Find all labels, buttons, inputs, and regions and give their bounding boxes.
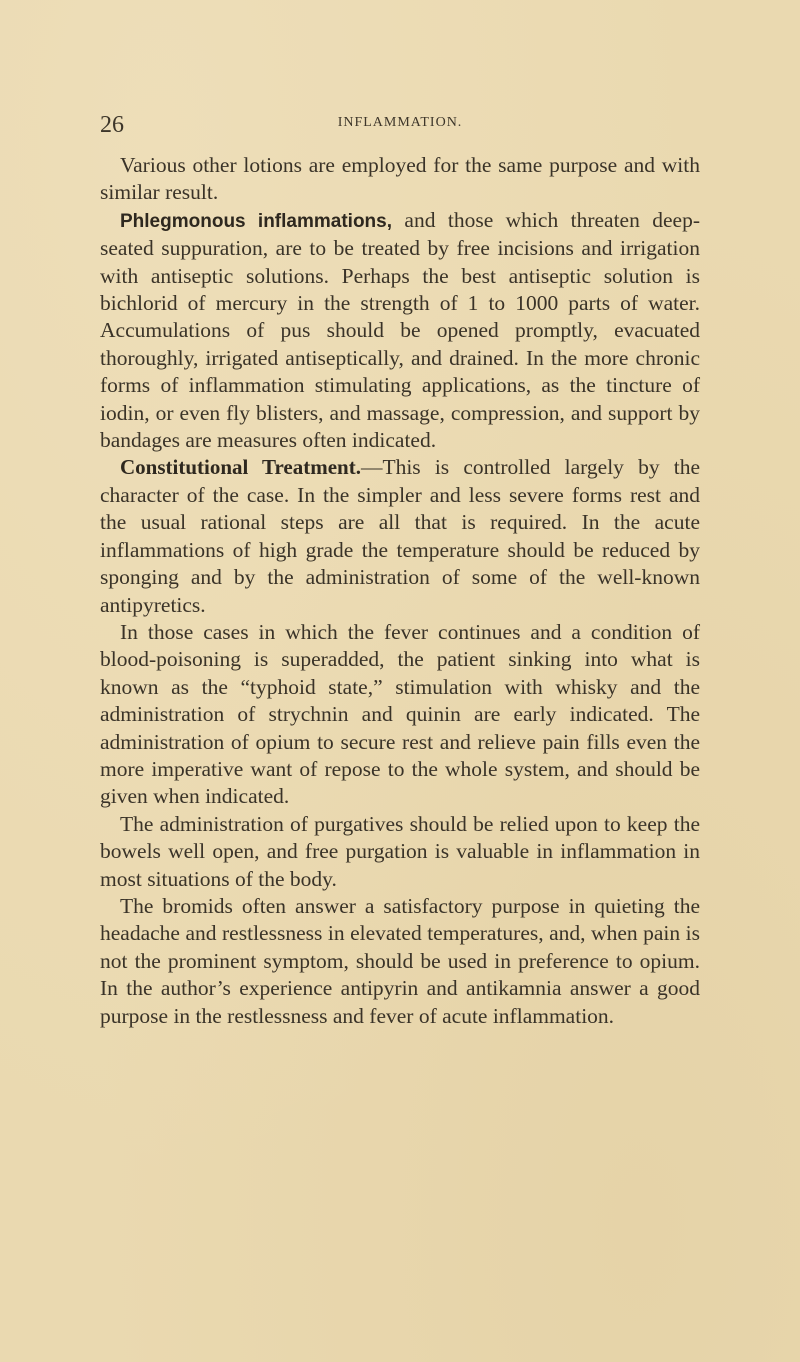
- section-lead-in-phlegmonous: Phlegmonous inflammations,: [120, 210, 393, 232]
- body-text: [100, 152, 700, 1030]
- paragraph-text: Various other lotions are employed for the same purpose and with similar result.: [100, 153, 700, 205]
- paragraph-text: In those cases in which the fever continues and a condition of blood-poisoning is superadded, the patient sinking into what is known as the “typhoid state,” stimulation with whisky and the administration of strychnin and quinin are early indicated. The administration of opium to secure rest and relieve pain fills even the more imperative want of repose to the whole system, and should be given when indicated.: [100, 619, 700, 809]
- paragraph-bromids: [100, 893, 700, 1030]
- paragraph-text: The bromids often answer a satisfactory purpose in quieting the headache and restlessness in elevated temperatures, and, when pain is not the prominent symptom, should be used in preference to opium. In the author’s experience antipyrin and antikamnia answer a good purpose in the restlessness and fever of acute inflammation.: [100, 893, 700, 1028]
- paragraph-purgatives: [100, 811, 700, 893]
- paragraph-fever-continues: [100, 619, 700, 811]
- paragraph-constitutional-treatment: [100, 454, 700, 618]
- book-page: [100, 112, 700, 1030]
- running-head: [100, 112, 700, 142]
- paragraph-text: The administration of purgatives should be relied upon to keep the bowels well open, and free purgation is valuable in inflammation in most situations of the body.: [100, 811, 700, 891]
- running-title: INFLAMMATION.: [337, 115, 463, 130]
- paragraph-text: and those which threaten deep-seated suppuration, are to be treated by free incisions and irrigation with antiseptic solutions. Perhaps the best antiseptic solution is bichlorid of mercury in the strength of 1 to 1000 parts of water. Accumulations of pus should be opened promptly, evacuated thoroughly, irrigated antiseptically, and drained. In the more chronic forms of inflammation stimulating applications, as the tincture of iodin, or even fly blisters, and massage, compression, and support by bandages are measures often indicated.: [100, 207, 700, 453]
- paragraph-phlegmonous-inflammations: [100, 207, 700, 455]
- section-heading-constitutional-treatment: Constitutional Treatment.: [120, 455, 361, 480]
- paragraph-various-lotions: [100, 152, 700, 207]
- paragraph-text: —This is controlled largely by the character of the case. In the simpler and less severe forms rest and the usual rational steps are all that is required. In the acute inflammations of high grade the temperature should be reduced by sponging and by the administration of some of the well-known antipyretics.: [100, 455, 700, 617]
- page-number: 26: [100, 112, 124, 138]
